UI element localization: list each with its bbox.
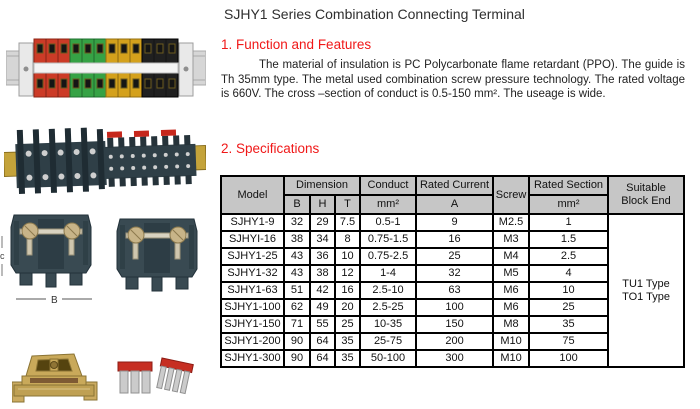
dark-terminal-strip-illustration <box>4 121 206 201</box>
cell-conduct: 0.75-1.5 <box>360 231 416 248</box>
cell-current: 100 <box>416 299 493 316</box>
photo-terminal-strip-dark <box>4 121 206 201</box>
col-header-current-unit: A <box>416 195 493 214</box>
cell-conduct: 2.5-25 <box>360 299 416 316</box>
col-header-rated-current: Rated Current <box>416 176 493 195</box>
block-end-line1: TU1 Type <box>622 277 670 290</box>
jumper-comb-three-pole <box>118 362 152 393</box>
col-header-conduct: Conduct <box>360 176 416 195</box>
section-heading-features: 1. Function and Features <box>221 37 372 52</box>
cell-model: SJHYI-16 <box>221 231 284 248</box>
cell-current: 63 <box>416 282 493 299</box>
table-row <box>221 214 684 231</box>
section-heading-specifications: 2. Specifications <box>221 141 320 156</box>
cell-h: 55 <box>310 316 335 333</box>
cell-h: 38 <box>310 265 335 282</box>
cell-section: 1.5 <box>529 231 608 248</box>
block-end-line2: TO1 Type <box>622 290 670 303</box>
cell-b: 32 <box>284 214 310 231</box>
photo-accessories <box>12 330 202 409</box>
cell-screw: M6 <box>493 282 529 299</box>
terminal-segments <box>34 39 178 97</box>
marker-strip <box>34 63 178 73</box>
cell-screw: M5 <box>493 265 529 282</box>
cell-current: 300 <box>416 350 493 367</box>
cell-screw: M10 <box>493 333 529 350</box>
col-header-h: H <box>310 195 335 214</box>
col-header-screw: Screw <box>493 176 529 214</box>
cell-model: SJHY1-9 <box>221 214 284 231</box>
cell-section: 100 <box>529 350 608 367</box>
strip-body-right <box>103 144 196 179</box>
cell-screw: M8 <box>493 316 529 333</box>
cell-current: 16 <box>416 231 493 248</box>
end-clamp-bracket <box>12 354 97 402</box>
terminal-block-right <box>117 219 197 291</box>
cell-conduct: 25-75 <box>360 333 416 350</box>
cell-h: 42 <box>310 282 335 299</box>
col-header-section-unit: mm² <box>529 195 608 214</box>
dimension-label-b: B <box>51 295 58 306</box>
cell-current: 32 <box>416 265 493 282</box>
cell-h: 29 <box>310 214 335 231</box>
cell-section: 4 <box>529 265 608 282</box>
cell-model: SJHY1-300 <box>221 350 284 367</box>
cell-model: SJHY1-63 <box>221 282 284 299</box>
cell-t: 12 <box>335 265 360 282</box>
cell-b: 90 <box>284 350 310 367</box>
cell-section: 25 <box>529 299 608 316</box>
col-header-rated-section: Rated Section <box>529 176 608 195</box>
cell-conduct: 0.5-1 <box>360 214 416 231</box>
page-title: SJHY1 Series Combination Connecting Terminal <box>224 6 525 22</box>
cell-screw: M6 <box>493 299 529 316</box>
cell-current: 9 <box>416 214 493 231</box>
colored-terminal-strip-illustration <box>6 33 206 108</box>
cell-h: 49 <box>310 299 335 316</box>
cell-model: SJHY1-150 <box>221 316 284 333</box>
cell-t: 20 <box>335 299 360 316</box>
dimension-label-c: c <box>0 251 5 261</box>
cell-current: 200 <box>416 333 493 350</box>
cell-t: 35 <box>335 350 360 367</box>
cell-h: 36 <box>310 248 335 265</box>
specifications-table <box>220 175 685 368</box>
cell-model: SJHY1-200 <box>221 333 284 350</box>
jumper-comb-four-pole <box>156 358 194 394</box>
col-header-conduct-unit: mm² <box>360 195 416 214</box>
terminal-block-left <box>11 215 91 287</box>
cell-conduct: 50-100 <box>360 350 416 367</box>
strip-body-left <box>15 141 106 188</box>
col-header-b: B <box>284 195 310 214</box>
cell-screw: M3 <box>493 231 529 248</box>
cell-h: 64 <box>310 333 335 350</box>
photo-terminal-block-pair <box>0 210 208 310</box>
suitable-line2: Block End <box>621 195 671 207</box>
cell-model: SJHY1-25 <box>221 248 284 265</box>
cell-t: 16 <box>335 282 360 299</box>
col-header-suitable-block-end <box>608 176 684 214</box>
features-paragraph: The material of insulation is PC Polycarbonate flame retardant (PPO). The guide is Th 35mm type. The metal used combination screw pressure technology. The rated voltage is 660V. The cross –section of conduct is 0.5-150 mm². The useage is wide. <box>221 59 685 101</box>
cell-h: 64 <box>310 350 335 367</box>
cell-b: 51 <box>284 282 310 299</box>
cell-t: 35 <box>335 333 360 350</box>
terminal-block-pair-illustration <box>0 210 208 310</box>
col-header-t: T <box>335 195 360 214</box>
cell-section: 75 <box>529 333 608 350</box>
col-header-model: Model <box>221 176 284 214</box>
cell-conduct: 2.5-10 <box>360 282 416 299</box>
cell-current: 150 <box>416 316 493 333</box>
cell-conduct: 0.75-2.5 <box>360 248 416 265</box>
photo-terminal-strip-colored <box>6 33 206 108</box>
accessories-illustration <box>12 330 202 409</box>
cell-section: 10 <box>529 282 608 299</box>
cell-b: 71 <box>284 316 310 333</box>
cell-model: SJHY1-32 <box>221 265 284 282</box>
cell-conduct: 1-4 <box>360 265 416 282</box>
cell-b: 43 <box>284 265 310 282</box>
cell-t: 25 <box>335 316 360 333</box>
cell-b: 38 <box>284 231 310 248</box>
cell-b: 90 <box>284 333 310 350</box>
col-header-dimension: Dimension <box>284 176 360 195</box>
cell-model: SJHY1-100 <box>221 299 284 316</box>
cell-conduct: 10-35 <box>360 316 416 333</box>
cell-t: 10 <box>335 248 360 265</box>
cell-section: 1 <box>529 214 608 231</box>
cell-section: 35 <box>529 316 608 333</box>
cell-screw: M10 <box>493 350 529 367</box>
suitable-line1: Suitable <box>626 182 666 194</box>
cell-t: 8 <box>335 231 360 248</box>
cell-t: 7.5 <box>335 214 360 231</box>
cell-b: 62 <box>284 299 310 316</box>
cell-section: 2.5 <box>529 248 608 265</box>
cell-suitable-block-end <box>608 214 684 367</box>
header-row-1 <box>221 176 684 195</box>
cell-screw: M2.5 <box>493 214 529 231</box>
cell-screw: M4 <box>493 248 529 265</box>
cell-h: 34 <box>310 231 335 248</box>
cell-current: 25 <box>416 248 493 265</box>
cell-b: 43 <box>284 248 310 265</box>
